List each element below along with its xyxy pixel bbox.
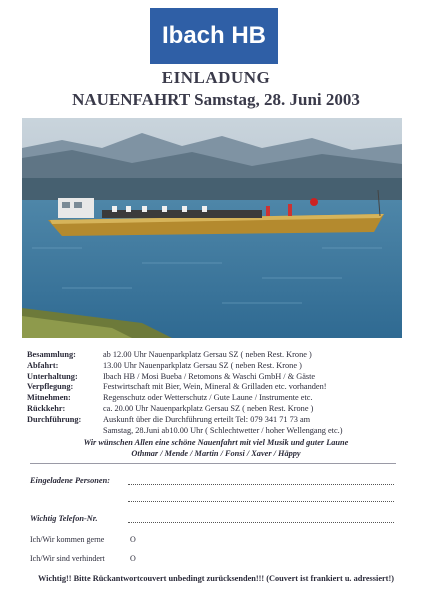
organizer-names: Othmar / Mende / Martin / Fonsi / Xaver / Häppy <box>131 449 301 458</box>
detail-label: Durchführung: <box>27 414 82 424</box>
detail-row <box>27 361 417 372</box>
detail-row <box>27 350 417 361</box>
detail-value: Auskunft über die Durchführung erteilt Tel: 079 341 71 73 am <box>103 414 311 424</box>
detail-value: Samstag, 28.Juni ab10.00 Uhr ( Schlechtwetter / hoher Wellengang etc.) <box>103 425 343 435</box>
invited-persons-line[interactable] <box>128 501 394 502</box>
invitation-title: EINLADUNG <box>161 68 271 87</box>
detail-label: Abfahrt: <box>27 360 59 370</box>
detail-value: Ibach HB / Mosi Bueba / Retomons & Waschi GmbH / & Gäste <box>103 371 316 381</box>
boat-on-lake-illustration <box>22 118 402 338</box>
detail-value: ab 12.00 Uhr Nauenparkplatz Gersau SZ ( neben Rest. Krone ) <box>103 350 312 359</box>
invited-persons-line[interactable] <box>128 484 394 485</box>
invited-persons-label: Eingeladene Personen: <box>30 476 110 485</box>
divider <box>30 463 396 464</box>
wish-message <box>0 437 432 459</box>
detail-value: 13.00 Uhr Nauenparkplatz Gersau SZ ( neben Rest. Krone ) <box>103 360 302 370</box>
attending-label: Ich/Wir kommen gerne <box>30 535 105 544</box>
wish-line: Wir wünschen Allen eine schöne Nauenfahrt mit viel Musik und guter Laune <box>83 438 349 447</box>
not-attending-label: Ich/Wir sind verhindert <box>30 554 105 563</box>
detail-row <box>27 426 417 437</box>
phone-label: Wichtig Telefon-Nr. <box>30 514 98 523</box>
detail-row <box>27 372 417 383</box>
detail-label: Besammlung: <box>27 350 76 359</box>
not-attending-checkbox[interactable]: O <box>130 554 136 563</box>
detail-row <box>27 404 417 415</box>
detail-label: Unterhaltung: <box>27 371 78 381</box>
detail-label: Mitnehmen: <box>27 393 71 403</box>
return-notice: Wichtig!! Bitte Rückantwortcouvert unbedingt zurücksenden!!! (Couvert ist frankiert u. adressiert!) <box>38 574 394 583</box>
detail-row <box>27 415 417 426</box>
event-details <box>27 350 417 436</box>
attending-checkbox[interactable]: O <box>130 535 136 544</box>
detail-value: Festwirtschaft mit Bier, Wein, Mineral & Grilladen etc. vorhanden! <box>103 382 327 392</box>
detail-label: Rückkehr: <box>27 403 66 413</box>
phone-line[interactable] <box>128 522 394 523</box>
detail-value: ca. 20.00 Uhr Nauenparkplatz Gersau SZ ( neben Rest. Krone ) <box>103 403 314 413</box>
boat-photo <box>22 118 402 338</box>
detail-value: Regenschutz oder Wetterschutz / Gute Laune / Instrumente etc. <box>103 393 313 403</box>
ibach-hb-logo: Ibach HB <box>150 8 278 64</box>
detail-row <box>27 393 417 404</box>
detail-row <box>27 382 417 393</box>
event-title: NAUENFAHRT Samstag, 28. Juni 2003 <box>72 90 360 109</box>
detail-label <box>27 426 103 437</box>
detail-label: Verpflegung: <box>27 382 74 392</box>
